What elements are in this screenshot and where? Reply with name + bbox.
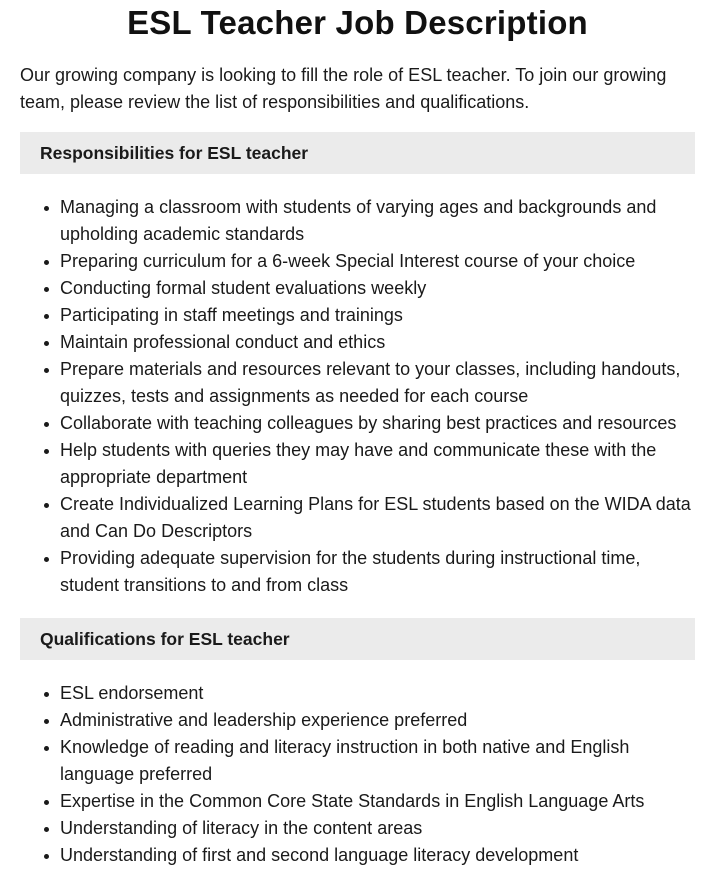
qualifications-list (20, 660, 695, 869)
responsibilities-list (20, 174, 695, 599)
job-description-page (20, 0, 695, 869)
qualifications-heading: Qualifications for ESL teacher (20, 618, 695, 660)
responsibility-item: Help students with queries they may have and communicate these with the appropriate department (60, 437, 695, 491)
intro-paragraph: Our growing company is looking to fill the role of ESL teacher. To join our growing team, please review the list of responsibilities and qualifications. (20, 65, 667, 112)
page-title: ESL Teacher Job Description (127, 4, 588, 41)
qualification-item: Administrative and leadership experience preferred (60, 707, 695, 734)
responsibility-item: Prepare materials and resources relevant to your classes, including handouts, quizzes, tests and assignments as needed for each course (60, 356, 695, 410)
responsibility-item: Maintain professional conduct and ethics (60, 329, 695, 356)
responsibility-item: Conducting formal student evaluations weekly (60, 275, 695, 302)
qualification-item: Knowledge of reading and literacy instruction in both native and English language preferred (60, 734, 695, 788)
responsibility-item: Create Individualized Learning Plans for ESL students based on the WIDA data and Can Do Descriptors (60, 491, 695, 545)
responsibility-item: Participating in staff meetings and trainings (60, 302, 695, 329)
qualification-item: Understanding of literacy in the content areas (60, 815, 695, 842)
qualification-item: Understanding of first and second language literacy development (60, 842, 695, 869)
responsibility-item: Managing a classroom with students of varying ages and backgrounds and upholding academic standards (60, 194, 695, 248)
responsibilities-heading: Responsibilities for ESL teacher (20, 132, 695, 174)
responsibility-item: Providing adequate supervision for the students during instructional time, student transitions to and from class (60, 545, 695, 599)
responsibility-item: Preparing curriculum for a 6-week Special Interest course of your choice (60, 248, 695, 275)
qualification-item: Expertise in the Common Core State Standards in English Language Arts (60, 788, 695, 815)
qualification-item: ESL endorsement (60, 680, 695, 707)
responsibility-item: Collaborate with teaching colleagues by sharing best practices and resources (60, 410, 695, 437)
